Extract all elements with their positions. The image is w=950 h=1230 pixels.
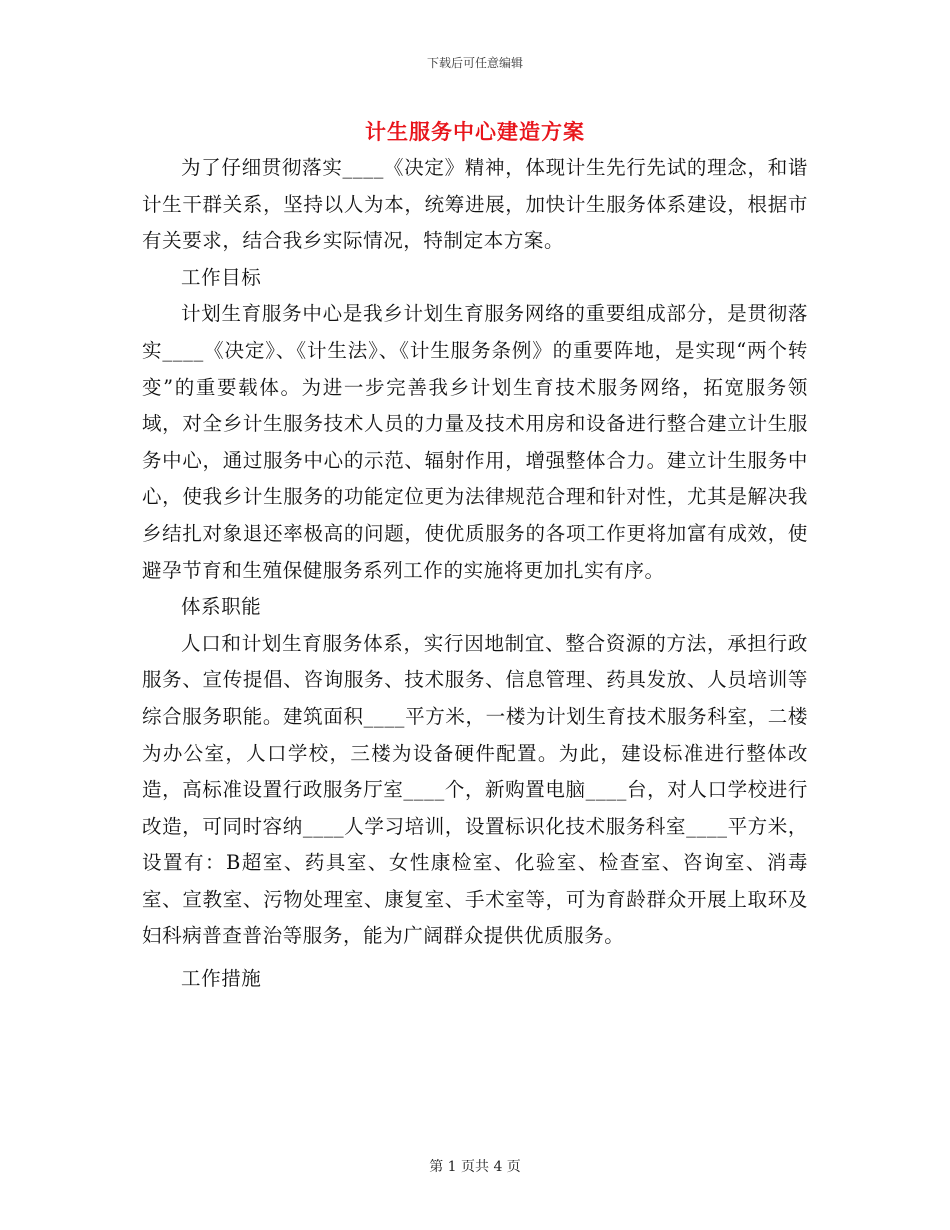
section-heading-system-function: 体系职能: [181, 595, 262, 619]
section-heading-work-goal: 工作目标: [181, 265, 262, 289]
page-number: 第 1 页共 4 页: [429, 1159, 521, 1175]
document-body: [142, 150, 808, 998]
system-function-paragraph: 人口和计划生育服务体系，实行因地制宜、整合资源的方法，承担行政服务、宣传提倡、咨询服务、技术服务、信息管理、药具发放、人员培训等综合服务职能。建筑面积____平方米，一楼为计划生育技术服务科室，二楼为办公室，人口学校，三楼为设备硬件配置。为此，建设标准进行整体改造，高标准设置行政服务厅室____个，新购置电脑____台，对人口学校进行改造，可同时容纳____人学习培训，设置标识化技术服务科室____平方米，设置有：B超室、药具室、女性康检室、化验室、检查室、咨询室、消毒室、宣教室、污物处理室、康复室、手术室等，可为育龄群众开展上取环及妇科病普查普治等服务，能为广阔群众提供优质服务。: [142, 631, 808, 948]
section-heading-work-measures: 工作措施: [181, 967, 262, 991]
document-title: 计生服务中心建造方案: [365, 119, 585, 144]
intro-paragraph: 为了仔细贯彻落实____《决定》精神，体现计生先行先试的理念，和谐计生干群关系，坚持以人为本，统筹进展，加快计生服务体系建设，根据市有关要求，结合我乡实际情况，特制定本方案。: [142, 156, 808, 253]
work-goal-paragraph: 计划生育服务中心是我乡计划生育服务网络的重要组成部分，是贯彻落实____《决定》、《计生法》、《计生服务条例》的重要阵地，是实现“两个转变”的重要载体。为进一步完善我乡计划生育技术服务网络，拓宽服务领域，对全乡计生服务技术人员的力量及技术用房和设备进行整合建立计生服务中心，通过服务中心的示范、辐射作用，增强整体合力。建立计生服务中心，使我乡计生服务的功能定位更为法律规范合理和针对性，尤其是解决我乡结扎对象退还率极高的问题，使优质服务的各项工作更将加富有成效，使避孕节育和生殖保健服务系列工作的实施将更加扎实有序。: [142, 302, 808, 582]
header-note: 下载后可任意编辑: [426, 56, 523, 70]
